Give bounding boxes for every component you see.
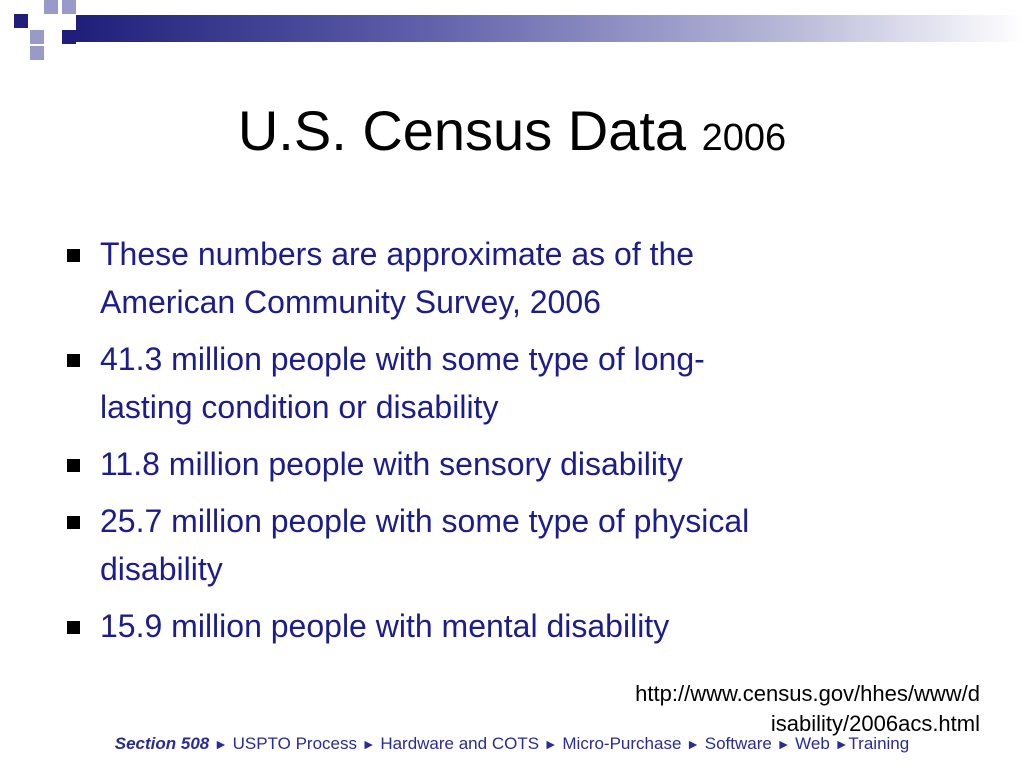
bullet-text-line: 15.9 million people with mental disability (100, 608, 670, 644)
decorative-square (44, 0, 58, 14)
decorative-square (14, 14, 28, 28)
citation-url-line: isability/2006acs.html (770, 711, 980, 736)
square-bullet-icon (67, 249, 80, 262)
title-year: 2006 (701, 117, 787, 159)
right-arrow-icon: ► (776, 736, 791, 752)
right-arrow-icon: ► (834, 736, 849, 752)
right-arrow-icon: ► (214, 736, 228, 752)
square-bullet-icon (67, 516, 80, 529)
decorative-gradient-bar (76, 15, 1024, 42)
bullet-text-line: American Community Survey, 2006 (100, 284, 601, 320)
right-arrow-icon: ► (361, 736, 376, 752)
citation-url-line: http://www.census.gov/hhes/www/d (635, 681, 980, 706)
decorative-square (30, 46, 44, 60)
title-text: U.S. Census Data (237, 99, 687, 162)
square-bullet-icon (67, 354, 80, 367)
bullet-item (60, 497, 960, 593)
footer-breadcrumb (0, 733, 1024, 755)
footer-item: USPTO Process (232, 734, 357, 753)
bullet-text-line: 25.7 million people with some type of physical (100, 503, 750, 539)
footer-item: Training (848, 734, 910, 753)
bullet-item (60, 602, 960, 650)
decorative-square (30, 30, 44, 44)
footer-item: Software (704, 734, 772, 753)
slide-title (0, 96, 1024, 173)
bullet-text-line: 11.8 million people with sensory disability (100, 446, 683, 482)
bullet-text-line: lasting condition or disability (100, 389, 499, 425)
footer-item: Micro-Purchase (562, 734, 682, 753)
bullet-item (60, 230, 960, 326)
footer-item: Hardware and COTS (380, 734, 540, 753)
bullet-text-line: These numbers are approximate as of the (100, 236, 695, 272)
source-citation (560, 679, 980, 739)
bullet-list (60, 230, 960, 659)
decorative-square (62, 30, 76, 44)
bullet-text-line: disability (100, 551, 223, 587)
bullet-text-line: 41.3 million people with some type of long- (100, 341, 705, 377)
right-arrow-icon: ► (686, 736, 701, 752)
footer-item: Web (795, 734, 830, 753)
decorative-square (62, 0, 76, 14)
square-bullet-icon (67, 621, 80, 634)
decorative-header-band (0, 0, 1024, 60)
footer-section-label: Section 508 (114, 734, 210, 753)
bullet-item (60, 440, 960, 488)
square-bullet-icon (67, 459, 80, 472)
right-arrow-icon: ► (543, 736, 558, 752)
bullet-item (60, 335, 960, 431)
